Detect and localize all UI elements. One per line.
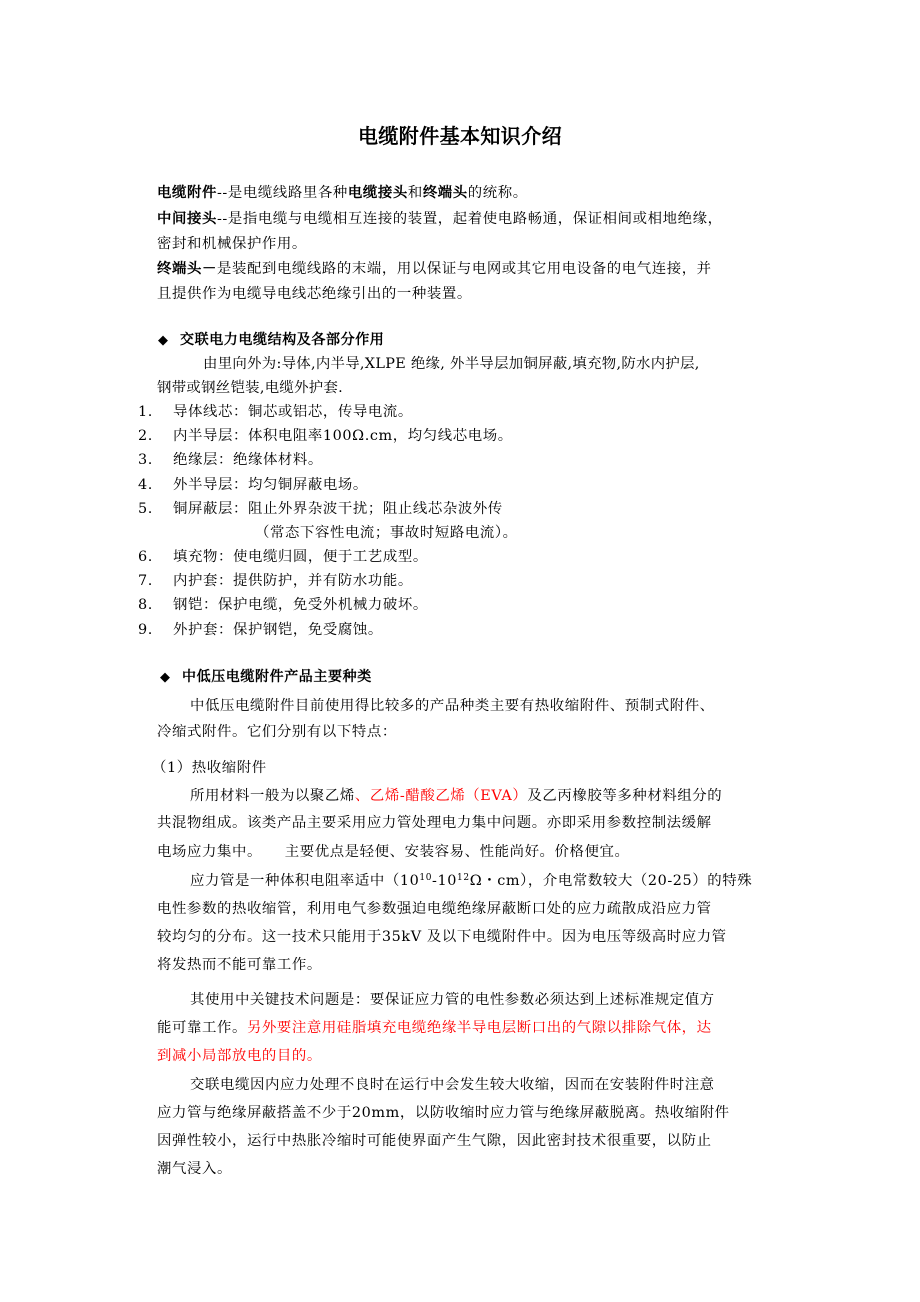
highlighted-text: 另外要注意用硅脂填充电缆绝缘半导电层断口出的气隙以排除气体，达	[246, 1020, 712, 1036]
item-text: 绝缘层：绝缘体材料。	[173, 452, 323, 468]
list-item	[138, 450, 323, 470]
paragraph-stress-tube	[190, 871, 752, 891]
item-text: 内半导层：体积电阻率100Ω.cm，均匀线芯电场。	[173, 428, 513, 444]
definition-joint	[157, 209, 723, 229]
item-number: 3.	[138, 452, 153, 468]
paragraph-line: 因弹性较小，运行中热胀冷缩时可能使界面产生气隙，因此密封技术很重要，以防止	[157, 1133, 712, 1149]
paragraph-line: 电场应力集中。 主要优点是轻便、安装容易、性能尚好。价格便宜。	[157, 844, 630, 860]
diamond-bullet-icon: ◆	[158, 333, 169, 348]
highlighted-text: 、乙烯-醋酸乙烯（EVA）	[354, 788, 528, 804]
product-types-intro: 中低压电缆附件目前使用得比较多的产品种类主要有热收缩附件、预制式附件、	[190, 698, 715, 714]
item-text: 填充物：使电缆归圆，便于工艺成型。	[173, 549, 428, 565]
heading-text: 中低压电缆附件产品主要种类	[182, 669, 372, 685]
paragraph-key-issues: 其使用中关键技术问题是：要保证应力管的电性参数必须达到上述标准规定值方	[190, 992, 715, 1008]
superscript: 10	[419, 873, 433, 883]
item-number: 1.	[138, 404, 153, 420]
list-item	[138, 620, 383, 640]
text: 及乙丙橡胶等多种材料组分的	[527, 788, 723, 804]
list-item	[138, 475, 368, 495]
heading-text: 交联电力电缆结构及各部分作用	[180, 332, 385, 348]
paragraph-line	[157, 1018, 712, 1038]
term: 电缆附件	[157, 185, 217, 201]
definition-cable-accessory	[157, 183, 528, 203]
bold-term: 电缆接头	[347, 185, 408, 201]
list-item	[138, 547, 428, 567]
list-item	[138, 426, 513, 446]
structure-intro: 由里向外为:导体,内半导,XLPE 绝缘, 外半导层加铜屏蔽,填充物,防水内护层,	[203, 356, 700, 372]
separator: --	[216, 185, 228, 201]
term: 终端头	[157, 261, 202, 277]
superscript: 12	[457, 873, 470, 883]
paragraph-line: 将发热而不能可靠工作。	[157, 957, 322, 973]
definition-termination-cont: 且提供作为电缆导电线芯绝缘引出的一种装置。	[157, 286, 472, 302]
item-text: 导体线芯：铜芯或铝芯，传导电流。	[173, 404, 413, 420]
definition-text: 的统称。	[467, 185, 528, 201]
bold-term: 终端头	[422, 185, 468, 201]
list-item-continuation: （常态下容性电流；事故时短路电流）。	[255, 525, 518, 541]
product-types-intro-cont: 冷缩式附件。它们分别有以下特点：	[157, 724, 397, 740]
highlighted-line: 到减小局部放电的目的。	[157, 1048, 322, 1064]
list-item	[138, 571, 413, 591]
definition-text: 是指电缆与电缆相互连接的装置，起着使电路畅通，保证相间或相地绝缘，	[227, 211, 723, 227]
item-number: 4.	[138, 477, 153, 493]
item-text: 钢铠：保护电缆，免受外机械力破坏。	[173, 597, 428, 613]
definition-termination	[157, 259, 712, 279]
text: 所用材料一般为以聚乙烯	[190, 788, 355, 804]
term: 中间接头	[157, 211, 217, 227]
text: 能可靠工作。	[157, 1020, 247, 1036]
separator: --	[216, 211, 228, 227]
definition-text: 是装配到电缆线路的末端，用以保证与电网或其它用电设备的电气连接，并	[216, 261, 712, 277]
text: -10	[432, 873, 458, 889]
text: Ω・cm），介电常数较大（20-25）的特殊	[469, 873, 753, 889]
item-number: 5.	[138, 501, 153, 517]
paragraph-line: 较均匀的分布。这一技术只能用于35kV 及以下电缆附件中。因为电压等级高时应力管	[157, 929, 727, 945]
item-text: 铜屏蔽层：阻止外界杂波干扰；阻止线芯杂波外传	[173, 501, 503, 517]
paragraph-xlpe-shrinkage: 交联电缆因内应力处理不良时在运行中会发生较大收缩，因而在安装附件时注意	[190, 1077, 715, 1093]
item-text: 外护套：保护钢铠，免受腐蚀。	[173, 622, 383, 638]
item-number: 8.	[138, 597, 153, 613]
paragraph-line: 应力管与绝缘屏蔽搭盖不少于20mm，以防收缩时应力管与绝缘屏蔽脱离。热收缩附件	[157, 1105, 730, 1121]
item-text: 外半导层：均匀铜屏蔽电场。	[173, 477, 368, 493]
definition-text: 和	[407, 185, 423, 201]
text: 应力管是一种体积电阻率适中（10	[190, 873, 420, 889]
list-item	[138, 402, 413, 422]
list-item	[138, 499, 503, 519]
subheading-heat-shrink: （1）热收缩附件	[152, 760, 267, 776]
paragraph-line: 电性参数的热收缩管，利用电气参数强迫电缆绝缘屏蔽断口处的应力疏散成沿应力管	[157, 901, 712, 917]
definition-joint-cont: 密封和机械保护作用。	[157, 236, 307, 252]
item-text: 内护套：提供防护，并有防水功能。	[173, 573, 413, 589]
definition-text: 是电缆线路里各种	[227, 185, 348, 201]
item-number: 7.	[138, 573, 153, 589]
section-heading-structure	[158, 330, 384, 351]
item-number: 2.	[138, 428, 153, 444]
paragraph-line: 潮气浸入。	[157, 1161, 232, 1177]
item-number: 6.	[138, 549, 153, 565]
diamond-bullet-icon: ◆	[160, 670, 171, 685]
paragraph-materials	[190, 786, 722, 806]
list-item	[138, 595, 428, 615]
structure-intro-cont: 钢带或钢丝铠装,电缆外护套.	[157, 380, 344, 396]
document-title: 电缆附件基本知识介绍	[358, 124, 562, 148]
paragraph-line: 共混物组成。该类产品主要采用应力管处理电力集中问题。亦即采用参数控制法缓解	[157, 815, 712, 831]
separator: －	[201, 261, 217, 277]
section-heading-product-types	[160, 667, 372, 688]
item-number: 9.	[138, 622, 153, 638]
